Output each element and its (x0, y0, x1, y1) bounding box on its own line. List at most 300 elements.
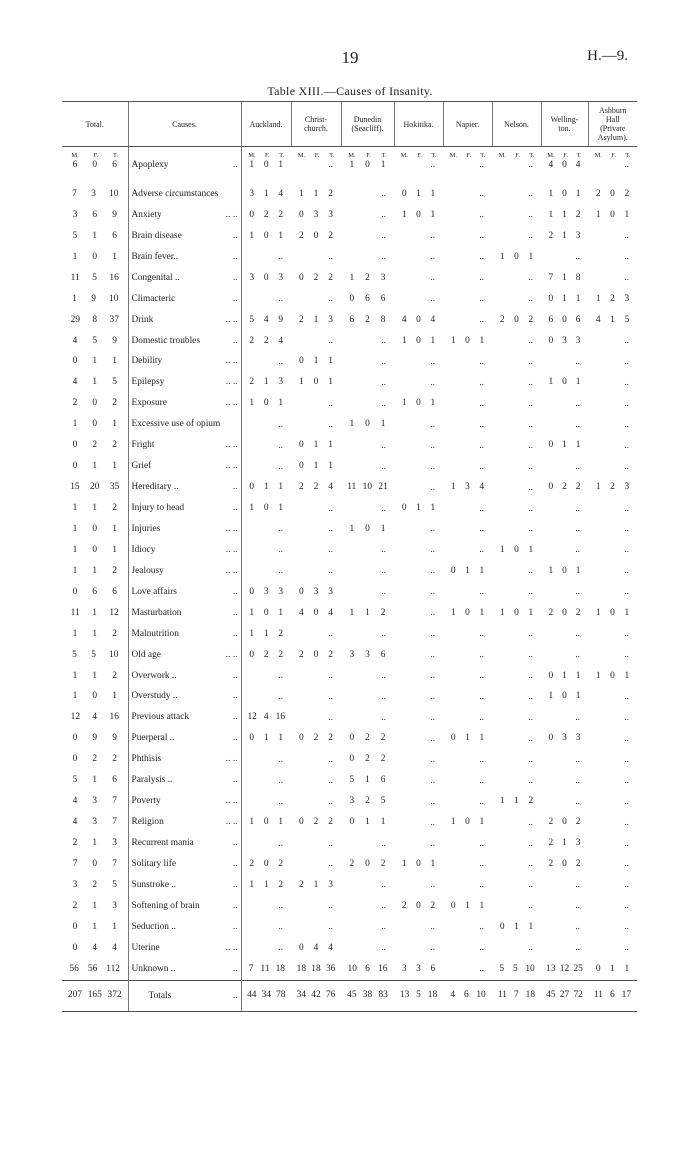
cause-cell (128, 938, 241, 959)
mft-values (62, 273, 128, 284)
table-row (62, 728, 637, 749)
hokitika-cell (394, 875, 443, 896)
auckland-cell (241, 833, 291, 854)
hokitika-cell (394, 917, 443, 938)
empty-leader: .. (624, 587, 629, 598)
male-count: 0 (72, 921, 78, 932)
napier-cell (443, 896, 492, 917)
empty-leader: .. (430, 419, 435, 430)
header-dunedin: Dunedin (Seacliff). (341, 102, 394, 147)
cause-label: Fright (131, 440, 155, 451)
cause-label: Congenital .. (131, 272, 180, 283)
male-count: 5 (499, 963, 505, 974)
male-count: 1 (72, 523, 78, 534)
total-count: 2 (112, 398, 117, 409)
cause-cell (128, 896, 241, 917)
total-count: 76 (325, 990, 336, 1001)
empty-leader: .. (381, 629, 386, 640)
empty-leader: .. (479, 629, 484, 640)
mft-values (541, 440, 588, 451)
total-count: 8 (380, 314, 386, 325)
nelson-cell (492, 582, 541, 603)
auckland-cell (241, 603, 291, 624)
empty-leader: .. (328, 754, 333, 765)
total-count: 4 (430, 314, 436, 325)
empty-leader: .. (528, 566, 533, 577)
auckland-cell (241, 854, 291, 875)
empty-leader: .. (278, 566, 283, 577)
row-total (62, 666, 128, 687)
empty-leader: .. (624, 691, 629, 702)
wellington-total-cell (541, 980, 588, 1011)
male-count: 11 (70, 607, 80, 618)
dunedin-cell (341, 603, 394, 624)
mft-values (341, 990, 394, 1001)
dunedin-cell (341, 938, 394, 959)
empty-leader: .. (575, 629, 580, 640)
table-row (62, 205, 637, 226)
empty-leader: .. (528, 461, 533, 472)
christchurch-cell (291, 435, 341, 456)
empty-leader: .. (381, 545, 386, 556)
male-count: 7 (72, 858, 78, 869)
cause-wrap (132, 566, 241, 577)
total-count: 1 (380, 160, 386, 170)
hokitika-cell (394, 749, 443, 770)
female-count: 0 (92, 691, 98, 702)
wellington-cell (541, 268, 588, 289)
empty-leader: .. (624, 377, 629, 388)
empty-leader: .. (479, 398, 484, 409)
mft-values (62, 398, 128, 409)
wellington-cell (541, 289, 588, 310)
mft-values (242, 336, 292, 347)
cause-wrap (132, 712, 241, 723)
total-count: 4 (328, 607, 333, 618)
napier-cell (443, 791, 492, 812)
cause-leader: .. (232, 879, 238, 890)
row-total (62, 310, 128, 331)
empty-leader: .. (328, 566, 333, 577)
total-count: 3 (328, 586, 333, 597)
total-count: 1 (479, 817, 485, 828)
mft-labels (588, 152, 637, 160)
male-count: 45 (347, 990, 357, 1001)
male-count: 0 (298, 586, 304, 597)
male-count: 2 (548, 817, 554, 828)
male-count: 0 (298, 733, 304, 744)
dunedin-cell (341, 791, 394, 812)
header-causes: Causes. (128, 102, 241, 147)
mft-values (443, 990, 492, 1001)
mft-values (62, 160, 128, 171)
mft-values (242, 503, 292, 514)
wellington-cell (541, 917, 588, 938)
mft-values (242, 712, 292, 723)
mft-values (341, 754, 394, 765)
mft-values (341, 859, 394, 870)
male-count: 0 (499, 921, 505, 932)
hokitika-cell (394, 812, 443, 833)
mft-values (62, 566, 128, 577)
row-total (62, 833, 128, 854)
total-count: 1 (575, 691, 581, 702)
mft-values (541, 838, 588, 849)
male-count: 5 (72, 230, 78, 241)
totals-total (62, 980, 128, 1011)
empty-leader: .. (381, 712, 386, 723)
ashburn-hall-cell (588, 184, 637, 205)
christchurch-cell (291, 540, 341, 561)
mft-values (541, 377, 588, 388)
total-count: 3 (575, 230, 581, 241)
table-row (62, 435, 637, 456)
wellington-cell (541, 184, 588, 205)
napier-cell (443, 666, 492, 687)
ashburn-hall-cell (588, 477, 637, 498)
female-count: 0 (313, 649, 319, 660)
ashburn-hall-cell (588, 289, 637, 310)
total-count: 1 (575, 188, 581, 199)
wellington-cell (541, 147, 588, 185)
total-count: 2 (575, 607, 581, 618)
table-row (62, 268, 637, 289)
male-count: 13 (546, 963, 556, 974)
dunedin-cell (341, 268, 394, 289)
empty-leader: .. (430, 356, 435, 367)
mft-values (62, 964, 128, 975)
female-count: 6 (365, 963, 370, 974)
table-row (62, 959, 637, 980)
auckland-cell (241, 728, 291, 749)
mft-values (62, 943, 128, 954)
female-count: 3 (92, 817, 98, 828)
total-count: 1 (528, 544, 534, 555)
hokitika-cell (394, 498, 443, 519)
empty-leader: .. (624, 650, 629, 661)
total-count: 3 (575, 838, 581, 849)
empty-leader: .. (430, 231, 435, 242)
empty-leader: .. (624, 566, 629, 577)
empty-leader: .. (528, 859, 533, 870)
cause-cell (128, 247, 241, 268)
mft-values (62, 315, 128, 326)
dunedin-cell (341, 561, 394, 582)
male-count: 207 (67, 990, 82, 1001)
female-count: 0 (263, 272, 269, 283)
male-count: 0 (249, 649, 255, 660)
female-count: 0 (416, 398, 421, 409)
female-count: 1 (365, 775, 370, 786)
cause-wrap (132, 294, 241, 305)
female-count: 0 (514, 314, 519, 325)
male-count: 3 (401, 963, 407, 974)
total-count: 3 (575, 733, 581, 744)
dunedin-cell (341, 498, 394, 519)
mft-values (541, 733, 588, 744)
male-count: 1 (349, 272, 355, 283)
dunedin-cell (341, 456, 394, 477)
total-count: 83 (378, 990, 388, 1001)
female-count: 2 (313, 272, 319, 283)
mft-label: T. (529, 152, 535, 159)
empty-leader: .. (430, 273, 435, 284)
ashburn-hall-cell (588, 498, 637, 519)
wellington-cell (541, 938, 588, 959)
table-row (62, 456, 637, 477)
empty-leader: .. (479, 210, 484, 221)
cause-cell (128, 645, 241, 666)
cause-label: Hereditary .. (131, 482, 179, 493)
ashburn-hall-cell (588, 854, 637, 875)
total-count: 3 (112, 838, 117, 849)
mft-values (242, 231, 292, 242)
empty-leader: .. (328, 524, 333, 535)
total-count: 2 (278, 628, 284, 639)
empty-leader: .. (278, 419, 283, 430)
empty-leader: .. (328, 419, 333, 430)
christchurch-cell (291, 666, 341, 687)
empty-leader: .. (430, 796, 435, 807)
cause-leader: .. (232, 733, 238, 744)
female-count: 0 (365, 858, 370, 869)
dunedin-cell (341, 917, 394, 938)
empty-leader: .. (278, 754, 283, 765)
dunedin-cell (341, 414, 394, 435)
napier-cell (443, 247, 492, 268)
mft-values (62, 650, 128, 661)
empty-leader: .. (430, 712, 435, 723)
mft-values (62, 461, 128, 472)
total-count: 6 (112, 230, 117, 241)
header-wellington: Welling- ton. (541, 102, 588, 147)
mft-values (541, 990, 588, 1001)
female-count: 0 (562, 858, 567, 869)
male-count: 18 (296, 963, 307, 974)
female-count: 1 (313, 314, 319, 325)
christchurch-cell (291, 310, 341, 331)
mft-values (291, 189, 341, 200)
table-row (62, 917, 637, 938)
total-count: 1 (430, 209, 436, 220)
empty-leader: .. (479, 943, 484, 954)
cause-label: Uterine (131, 942, 160, 953)
male-count: 0 (298, 272, 304, 283)
male-count: 4 (595, 314, 601, 325)
cause-wrap (132, 608, 241, 619)
female-count: 2 (365, 733, 370, 744)
mft-label: M. (71, 152, 79, 159)
empty-leader: .. (328, 503, 333, 514)
cause-wrap (132, 419, 241, 430)
male-count: 10 (347, 963, 357, 974)
total-count: 1 (278, 160, 284, 170)
mft-values (242, 210, 292, 221)
total-count: 6 (575, 314, 581, 325)
mft-values (62, 901, 128, 912)
empty-leader: .. (328, 901, 333, 912)
female-count: 12 (559, 963, 570, 974)
total-count: 25 (573, 963, 583, 974)
mft-values (242, 398, 292, 409)
female-count: 0 (514, 544, 519, 555)
row-total (62, 917, 128, 938)
empty-leader: .. (381, 398, 386, 409)
female-count: 0 (610, 188, 615, 199)
total-count: 36 (325, 963, 336, 974)
male-count: 0 (450, 733, 456, 744)
male-count: 5 (72, 775, 78, 786)
total-count: 2 (575, 817, 581, 828)
auckland-cell (241, 372, 291, 393)
cause-label: Climacteric (131, 293, 176, 304)
total-count: 2 (624, 188, 630, 199)
male-count: 0 (249, 209, 255, 220)
hokitika-cell (394, 268, 443, 289)
female-count: 0 (365, 419, 370, 430)
napier-cell (443, 770, 492, 791)
mft-values (62, 775, 128, 786)
female-count: 1 (263, 188, 269, 199)
nelson-cell (492, 707, 541, 728)
napier-cell (443, 331, 492, 352)
total-count: 9 (112, 733, 117, 744)
hokitika-cell (394, 393, 443, 414)
napier-cell (443, 372, 492, 393)
total-count: 1 (278, 733, 284, 744)
header-hokitika: Hokitika. (394, 102, 443, 147)
ashburn-hall-cell (588, 414, 637, 435)
christchurch-cell (291, 147, 341, 185)
female-count: 1 (562, 670, 567, 681)
auckland-cell (241, 289, 291, 310)
dunedin-cell (341, 896, 394, 917)
empty-leader: .. (624, 231, 629, 242)
mft-values (291, 990, 341, 1001)
nelson-cell (492, 812, 541, 833)
empty-leader: .. (278, 545, 283, 556)
male-count: 2 (401, 900, 407, 911)
christchurch-cell (291, 791, 341, 812)
male-count: 1 (298, 188, 304, 199)
mft-values (62, 733, 128, 744)
mft-values (62, 252, 128, 263)
mft-values (443, 817, 492, 828)
auckland-cell (241, 540, 291, 561)
napier-cell (443, 393, 492, 414)
dunedin-cell (341, 226, 394, 247)
cause-wrap (132, 398, 241, 409)
empty-leader: .. (479, 252, 484, 263)
mft-values (341, 964, 394, 975)
cause-wrap (132, 671, 241, 682)
female-count: 2 (313, 482, 319, 493)
nelson-cell (492, 624, 541, 645)
auckland-cell (241, 959, 291, 980)
mft-values (242, 817, 292, 828)
cause-label: Domestic troubles (131, 335, 200, 346)
female-count: 2 (263, 649, 269, 660)
dunedin-cell (341, 833, 394, 854)
female-count: 1 (92, 607, 97, 618)
total-count: 372 (107, 990, 122, 1001)
mft-values (291, 356, 341, 367)
cause-leader: .. .. (225, 565, 238, 576)
empty-leader: .. (381, 838, 386, 849)
empty-leader: .. (430, 440, 435, 451)
male-count: 0 (249, 482, 255, 493)
header-napier: Napier. (443, 102, 492, 147)
auckland-cell (241, 268, 291, 289)
cause-leader: .. .. (225, 440, 238, 451)
dunedin-cell (341, 519, 394, 540)
total-count: 1 (479, 607, 485, 618)
table-row (62, 310, 637, 331)
mft-values (62, 587, 128, 598)
wellington-cell (541, 456, 588, 477)
empty-leader: .. (624, 943, 629, 954)
empty-leader: .. (479, 859, 484, 870)
total-count: 9 (112, 209, 117, 220)
total-count: 1 (112, 921, 117, 932)
male-count: 1 (595, 607, 601, 618)
female-count: 5 (512, 963, 518, 974)
empty-leader: .. (575, 880, 580, 891)
ashburn-hall-cell (588, 310, 637, 331)
nelson-cell (492, 770, 541, 791)
total-count: 1 (624, 670, 630, 681)
nelson-cell (492, 498, 541, 519)
empty-leader: .. (430, 880, 435, 891)
mft-values (341, 608, 394, 619)
empty-leader: .. (528, 650, 533, 661)
empty-leader: .. (381, 377, 386, 388)
male-count: 1 (349, 419, 355, 430)
female-count: 27 (559, 990, 570, 1001)
cause-label: Epilepsy (131, 377, 165, 388)
male-count: 1 (450, 607, 456, 618)
cause-label: Masturbation (131, 607, 182, 618)
female-count: 1 (92, 670, 98, 681)
empty-leader: .. (624, 859, 629, 870)
row-total (62, 184, 128, 205)
wellington-cell (541, 477, 588, 498)
empty-leader: .. (328, 691, 333, 702)
male-count: 1 (548, 565, 554, 576)
mft-values (541, 210, 588, 221)
mft-label: F. (314, 152, 320, 159)
mft-values (62, 838, 128, 849)
cause-cell (128, 372, 241, 393)
dunedin-cell (341, 435, 394, 456)
total-count: 1 (328, 440, 333, 451)
empty-leader: .. (381, 922, 386, 933)
male-count: 0 (401, 503, 407, 514)
male-count: 0 (72, 754, 78, 765)
empty-leader: .. (430, 691, 435, 702)
cause-label: Unknown .. (131, 963, 176, 974)
female-count: 0 (92, 160, 98, 170)
cause-wrap (132, 650, 241, 661)
cause-label: Brain disease (131, 230, 182, 241)
total-count: 1 (278, 230, 284, 241)
wellington-cell (541, 205, 588, 226)
female-count: 1 (313, 879, 319, 890)
male-count: 3 (249, 188, 255, 199)
wellington-cell (541, 310, 588, 331)
female-count: 3 (263, 586, 269, 597)
total-count: 112 (106, 963, 120, 974)
